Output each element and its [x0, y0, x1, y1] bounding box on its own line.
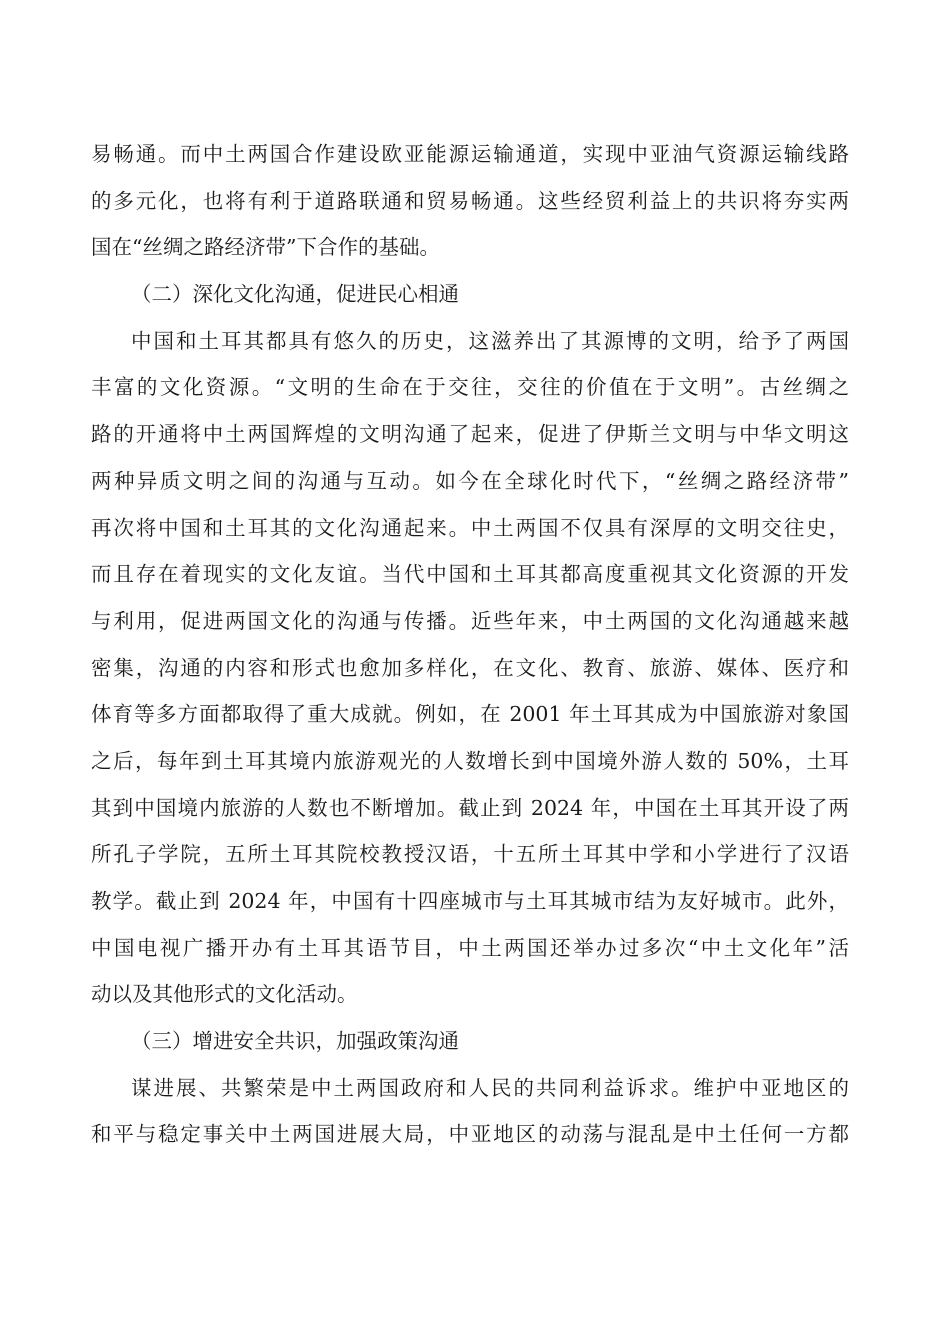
paragraph-line: 路的开通将中土两国辉煌的文明沟通了起来，促进了伊斯兰文明与中华文明这 [91, 422, 849, 447]
paragraph-line: 体育等多方面都取得了重大成就。例如，在 2001 年土耳其成为中国旅游对象国 [91, 702, 849, 727]
paragraph-line: 密集，沟通的内容和形式也愈加多样化，在文化、教育、旅游、媒体、医疗和 [91, 655, 849, 680]
paragraph-line: 谋进展、共繁荣是中土两国政府和人民的共同利益诉求。维护中亚地区的 [131, 1075, 849, 1100]
section-heading-3: （三）增进安全共识，加强政策沟通 [131, 1029, 459, 1054]
paragraph-line: 国在“丝绸之路经济带”下合作的基础。 [91, 235, 440, 260]
paragraph-line: 中国和土耳其都具有悠久的历史，这滋养出了其源博的文明，给予了两国 [131, 328, 849, 353]
paragraph-line: 与利用，促进两国文化的沟通与传播。近些年来，中土两国的文化沟通越来越 [91, 608, 849, 633]
paragraph-line: 教学。截止到 2024 年，中国有十四座城市与土耳其城市结为友好城市。此外， [91, 889, 849, 913]
paragraph-line: 而且存在着现实的文化友谊。当代中国和土耳其都高度重视其文化资源的开发 [91, 562, 849, 587]
paragraph-line: 两种异质文明之间的沟通与互动。如今在全球化时代下，“丝绸之路经济带” [91, 468, 849, 493]
paragraph-line: 之后，每年到土耳其境内旅游观光的人数增长到中国境外游人数的 50%，土耳 [91, 748, 849, 773]
paragraph-line: 动以及其他形式的文化活动。 [91, 982, 358, 1007]
document-body [91, 131, 849, 1158]
paragraph-line: 所孔子学院，五所土耳其院校教授汉语，十五所土耳其中学和小学进行了汉语 [91, 842, 849, 867]
paragraph-line: 的多元化，也将有利于道路联通和贸易畅通。这些经贸利益上的共识将夯实两 [91, 188, 849, 213]
paragraph-line: 再次将中国和土耳其的文化沟通起来。中土两国不仅具有深厚的文明交往史， [91, 515, 849, 540]
paragraph-line: 易畅通。而中土两国合作建设欧亚能源运输通道，实现中亚油气资源运输线路 [91, 142, 849, 166]
paragraph-line: 和平与稳定事关中土两国进展大局，中亚地区的动荡与混乱是中土任何一方都 [91, 1122, 849, 1147]
section-heading-2: （二）深化文化沟通，促进民心相通 [131, 282, 459, 307]
paragraph-line: 丰富的文化资源。“文明的生命在于交往，交往的价值在于文明”。古丝绸之 [91, 375, 849, 400]
paragraph-line: 其到中国境内旅游的人数也不断增加。截止到 2024 年，中国在土耳其开设了两 [91, 795, 849, 820]
paragraph-line: 中国电视广播开办有土耳其语节目，中土两国还举办过多次“中土文化年”活 [91, 935, 849, 960]
